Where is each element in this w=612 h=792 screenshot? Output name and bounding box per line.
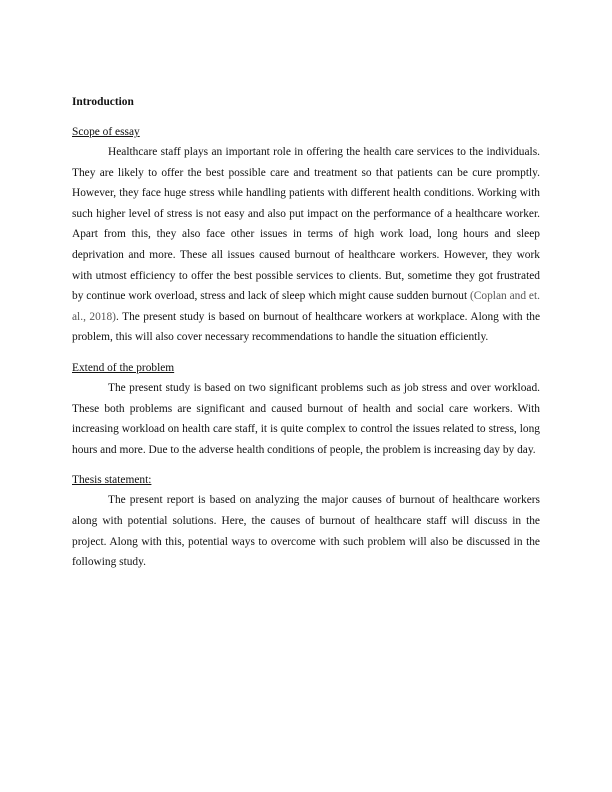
scope-text-start: Healthcare staff plays an important role in offering the health care services to the individuals. They are likely to offer the best possible care and treatment so that patients can be cure promptly. However, they face huge stress while handling patients with different health conditions. Working with such higher level of stress is not easy and also put impact on the performance of a healthcare worker. Apart from this, they also face other issues in terms of high work load, long hours and sleep deprivation and more. These all issues caused burnout of healthcare workers. However, they work with utmost efficiency to offer the best possible services to clients. But, sometime they got frustrated by continue work overload, stress and lack of sleep which might cause sudden burnout: [72, 146, 540, 303]
section-paragraph-scope: [72, 142, 540, 348]
section-heading-thesis: Thesis statement:: [72, 474, 152, 487]
citation: (Coplan and et. al., 2018): [72, 290, 540, 323]
section-paragraph-extent: The present study is based on two significant problems such as job stress and over workload. These both problems are significant and caused burnout of health and social care workers. With increasing workload on health care staff, it is quite complex to control the issues related to stress, long hours and more. Due to the adverse health conditions of people, the problem is increasing day by day.: [72, 381, 540, 456]
document-title: Introduction: [72, 96, 134, 108]
document-body: [72, 92, 540, 583]
scope-text-end: . The present study is based on burnout of healthcare workers at workplace. Along with the problem, this will also cover necessary recommendations to handle the situation efficiently.: [72, 310, 540, 344]
section-heading-scope: Scope of essay: [72, 126, 140, 138]
section-paragraph-thesis: The present report is based on analyzing the major causes of burnout of healthcare workers along with potential solutions. Here, the causes of burnout of healthcare staff will discuss in the project. Along with this, potential ways to overcome with such problem will also be discussed in the following study.: [72, 494, 540, 569]
section-heading-extent: Extend of the problem: [72, 361, 175, 374]
